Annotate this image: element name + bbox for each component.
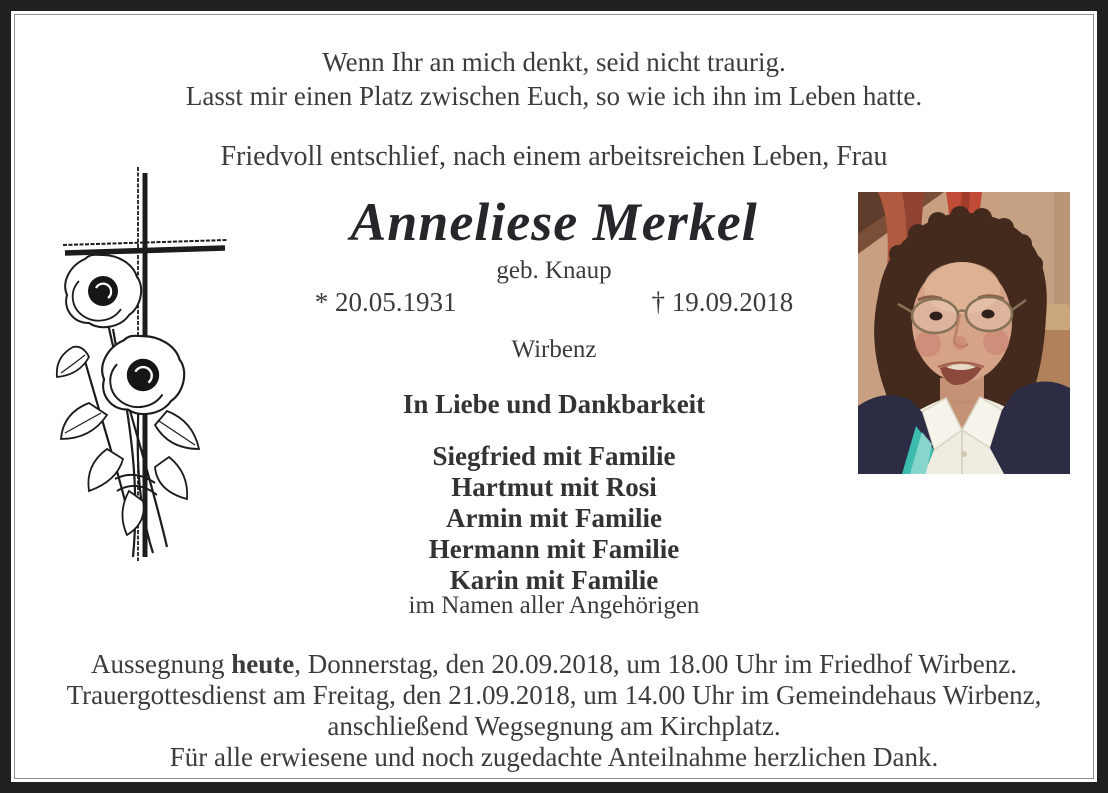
service-line-1-prefix: Aussegnung [90,649,232,679]
mourner-name: Karin mit Familie [449,565,659,595]
epigraph [11,45,1097,113]
service-line-3: anschließend Wegsegnung am Kirchplatz. [327,711,781,741]
mourner-name: Hartmut mit Rosi [451,472,657,502]
service-line-4: Für alle erwiesene und noch zugedachte Anteilnahme herzlichen Dank. [169,742,939,772]
maiden-name: geb. Knaup [496,257,612,284]
mourners-heading: In Liebe und Dankbarkeit [402,389,706,419]
mourner-name: Siegfried mit Familie [432,441,676,471]
announcement-intro: Friedvoll entschlief, nach einem arbeitsreichen Leben, Frau [220,141,888,172]
residence-place: Wirbenz [511,336,597,363]
life-dates [11,287,1097,318]
service-line-1-emphasis: heute [231,649,295,679]
service-line-1-suffix: , Donnerstag, den 20.09.2018, um 18.00 Uhr im Friedhof Wirbenz. [294,649,1018,679]
death-date: † 19.09.2018 [651,287,794,317]
service-line-1 [11,649,1097,680]
epigraph-line-1: Wenn Ihr an mich denkt, seid nicht traurig. [322,47,786,77]
deceased-name: Anneliese Merkel [350,192,758,252]
epigraph-line-2: Lasst mir einen Platz zwischen Euch, so wie ich ihn im Leben hatte. [185,81,923,111]
birth-date: * 20.05.1931 [314,287,457,317]
mourner-name: Hermann mit Familie [428,534,680,564]
service-line-2: Trauergottesdienst am Freitag, den 21.09.2018, um 14.00 Uhr im Gemeindehaus Wirbenz, [66,680,1042,710]
service-details [11,649,1097,773]
mourners-closing: im Namen aller Angehörigen [408,592,700,619]
mourners-list [11,441,1097,596]
mourner-name: Armin mit Familie [446,503,662,533]
